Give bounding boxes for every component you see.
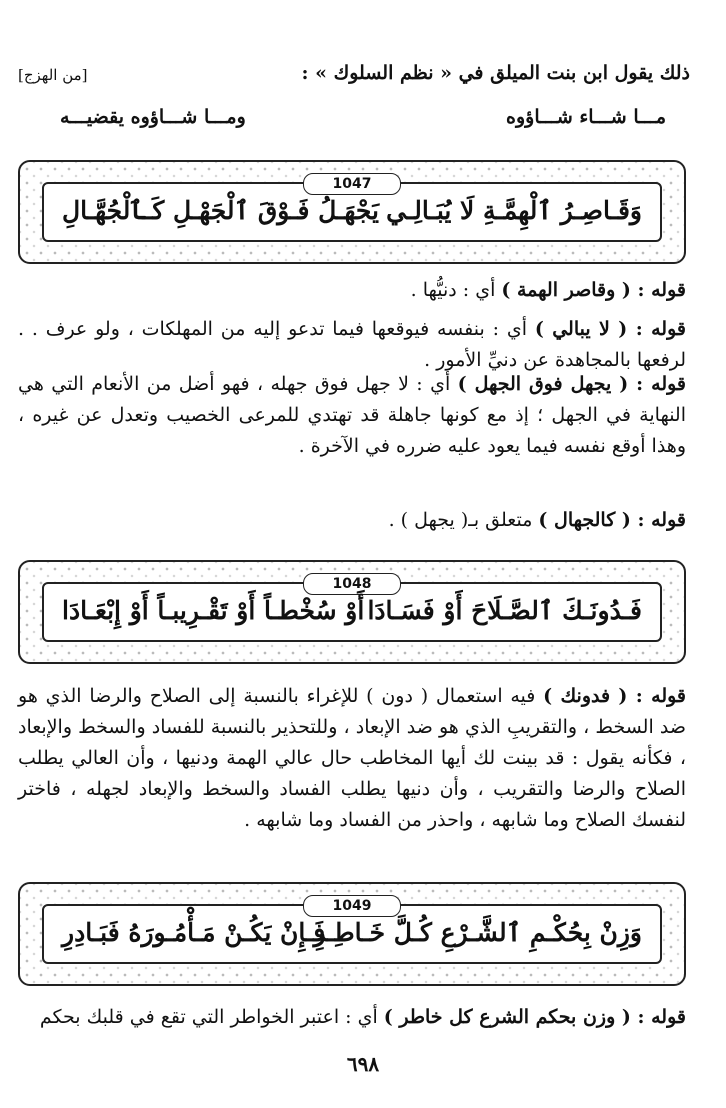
verse-first-hemistich: وَقَـاصِـرُ ٱلْهِمَّـةِ لَا يُبَـالِـي — [386, 196, 642, 225]
commentary-key: قوله : ( فدونك ) — [543, 685, 687, 707]
page-number: ٦٩٨ — [346, 1052, 380, 1076]
commentary-paragraph — [18, 275, 686, 306]
commentary-text: فيه استعمال ( دون ) للإغراء بالنسبة إلى الصلاح والرضا الذي هو ضد السخط ، والتقريبِ الذي هو ضد الإبعاد ، وللتحذير بالنسبة للفساد والسخط والإبعاد ، فكأنه يقول : قد بينت لك أيها المخاطب حال عالي الهمة ودنيها ، وأن العالي يطلب الصلاح والرضا والتقريب ، وأن دنيها يطلب الفساد والسخط والإبعاد لجهله ، فاختر لنفسك الصلاح وما شابهه ، واحذر من الفساد وما شابهه . — [18, 685, 686, 831]
meter-tag: [من الهزج] — [18, 66, 88, 84]
commentary-key: قوله : ( لا يبالي ) — [534, 318, 686, 340]
commentary-paragraph — [18, 1002, 686, 1033]
verse-frame — [42, 176, 662, 242]
verse-second-hemistich: فَـإِنْ يَكُـنْ مَـأْمُـورَهُ فَبَـادِرِ — [62, 918, 326, 947]
commentary-text: أي : لا جهل فوق جهله ، فهو أضل من الأنعام التي هي النهاية في الجهل ؛ إذ مع كونها جاهلة قد تهتدي للمرعى الخصيب وتعدل عن غيره ، وهذا أوقع نفسه فيما يعود عليه ضرره في الآخرة . — [18, 373, 686, 457]
verse-number: 1049 — [303, 895, 401, 917]
verse-second-hemistich: يَجْهَـلُ فَـوْقَ ٱلْجَهْـلِ كَـٱلْجُهَّـالِ — [62, 196, 380, 225]
commentary-text: أي : بنفسه فيوقعها فيما تدعو إليه من المهلكات ، ولو عرف . . لرفعها بالمجاهدة عن دنيِّ الأمور . — [18, 318, 686, 371]
commentary-text: أي : اعتبر الخواطر التي تقع في قلبك بحكم — [39, 1006, 384, 1028]
commentary-paragraph — [18, 369, 686, 462]
verse-first-hemistich: فَـدُونَـكَ ٱلصَّـلَاحَ أَوْ فَسَـادَا — [367, 596, 642, 625]
commentary-key: قوله : ( كالجهال ) — [538, 509, 686, 531]
verse-number: 1048 — [303, 573, 401, 595]
commentary-paragraph — [18, 314, 686, 376]
quoted-verse-first-hemistich: مـــا شـــاء شـــاؤوه — [506, 106, 666, 128]
commentary-key: قوله : ( وزن بحكم الشرع كل خاطر ) — [383, 1006, 686, 1028]
commentary-text: أي : دنيُّها . — [410, 279, 502, 301]
verse-second-hemistich: أَوْ سُخْطـاً أَوْ تَقْـرِيبـاً أَوْ إِبْعَـادَا — [62, 596, 365, 625]
commentary-paragraph — [18, 505, 686, 536]
intro-text: ذلك يقول ابن بنت الميلق في « نظم السلوك » : — [301, 62, 690, 84]
verse-box-1048 — [18, 560, 686, 664]
intro-line — [18, 62, 690, 92]
commentary-key: قوله : ( وقاصر الهمة ) — [501, 279, 686, 301]
verse-first-hemistich: وَزِنْ بِحُكْـمِ ٱلشَّـرْعِ كُـلَّ خَـاطِـرِ — [313, 918, 642, 947]
commentary-key: قوله : ( يجهل فوق الجهل ) — [457, 373, 687, 395]
verse-frame — [42, 576, 662, 642]
verse-box-1049 — [18, 882, 686, 986]
verse-box-1047 — [18, 160, 686, 264]
quoted-verse — [60, 106, 666, 142]
verse-frame — [42, 898, 662, 964]
commentary-text: متعلق بـ( يجهل ) . — [388, 509, 539, 531]
verse-number: 1047 — [303, 173, 401, 195]
quoted-verse-second-hemistich: ومـــا شـــاؤوه يقضيـــه — [60, 106, 246, 128]
commentary-paragraph — [18, 681, 686, 836]
